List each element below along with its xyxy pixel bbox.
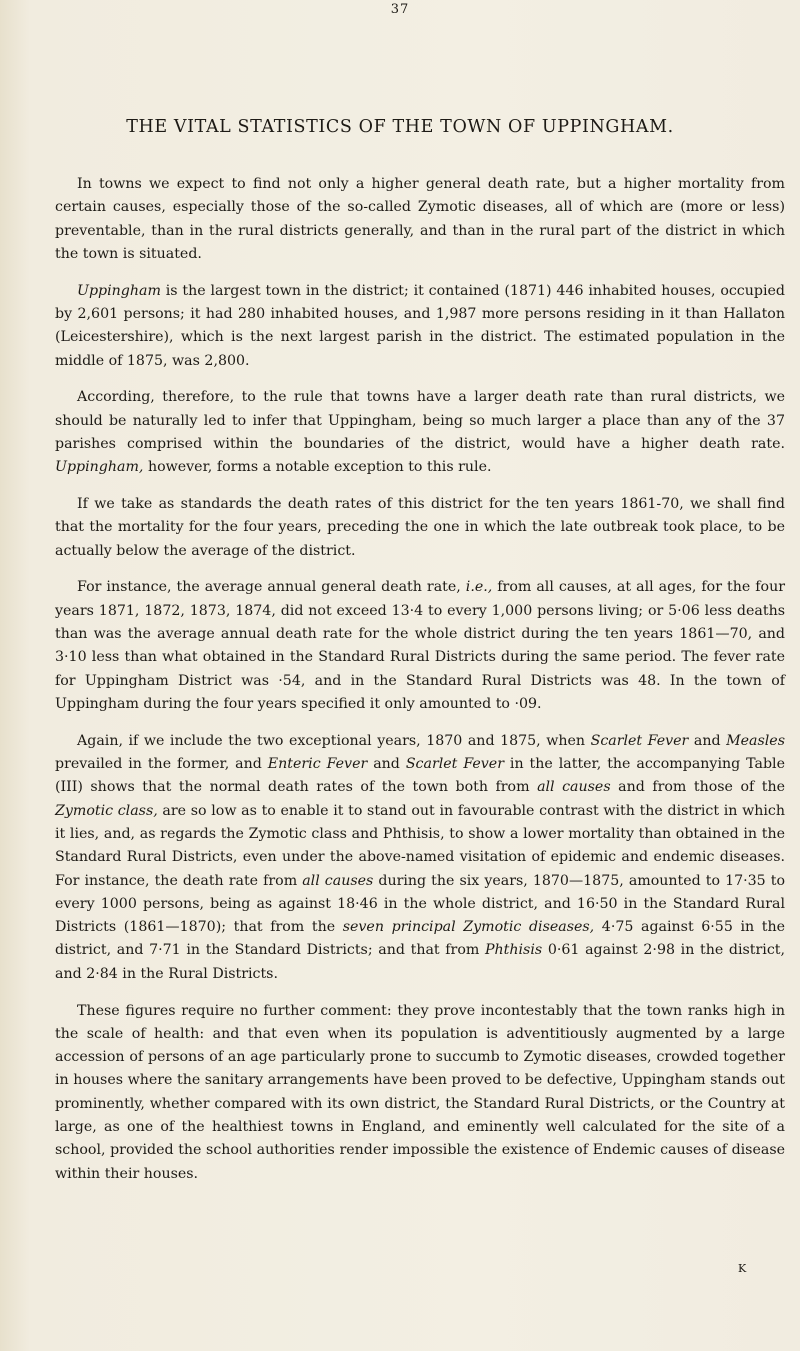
italic-run: Uppingham (77, 282, 161, 299)
italic-run: Phthisis (484, 942, 543, 959)
text-run: however, forms a notable exception to this rule. (143, 459, 492, 476)
text-run: For instance, the average annual general death rate, (77, 579, 466, 596)
text-run: in the latter, the accompanying Table (III) shows that the normal death rates of the town both from (55, 756, 785, 796)
paragraph-5 (55, 576, 785, 716)
text-run: and (688, 732, 727, 749)
text-run: 0·61 against 2·98 in the district, and 2·84 in the Rural Districts. (55, 942, 785, 982)
italic-run: all causes (302, 872, 374, 889)
text-run: and from those of the (610, 779, 786, 796)
text-run: and (367, 756, 406, 773)
italic-run: Zymotic class, (55, 802, 158, 819)
italic-run: Uppingham, (55, 459, 144, 476)
italic-run: Measles (726, 732, 785, 749)
text-run: Again, if we include the two exceptional years, 1870 and 1875, when (77, 732, 591, 749)
text-run: In towns we expect to find not only a higher general death rate, but a higher mortality from certain causes, especially those of the so-called Zymotic diseases, all of which are (more or less) preventable, than in the rural districts generally, and than in the rural part of the district in which the town is situated. (55, 176, 785, 262)
page-title: THE VITAL STATISTICS OF THE TOWN OF UPPINGHAM. (126, 117, 674, 137)
paragraph-2 (55, 280, 785, 373)
italic-run: all causes (537, 779, 611, 796)
paragraph-6 (55, 730, 785, 986)
paragraph-1 (55, 173, 785, 266)
paragraph-4 (55, 493, 785, 563)
body-text (55, 173, 785, 1199)
text-run: during the six years, 1870—1875, amounted to 17·35 to every 1000 persons, being as against 18·46 in the whole district, and 16·50 in the Standard Rural Districts (1861—1870); that from the (55, 872, 785, 936)
text-run: from all causes, at all ages, for the four years 1871, 1872, 1873, 1874, did not exceed 13·4 to every 1,000 persons living; or 5·06 less deaths than was the average annual death rate for the whole district during the ten years 1861—70, and 3·10 less than what obtained in the Standard Rural Districts during the same period. The fever rate for Uppingham District was ·54, and in the Standard Rural Districts was 48. In the town of Uppingham during the four years specified it only amounted to ·09. (55, 579, 785, 712)
text-run: is the largest town in the district; it contained (1871) 446 inhabited houses, occupied by 2,601 persons; it had 280 inhabited houses, and 1,987 more persons residing in it than Hallaton (Leicestershire), which is the next largest parish in the district. The estimated population in the middle of 1875, was 2,800. (55, 282, 785, 369)
italic-run: Scarlet Fever (590, 732, 689, 749)
text-run: These figures require no further comment: they prove incontestably that the town ranks high in the scale of health: and that even when its population is adventitiously augmented by a large accession of persons of an age particularly prone to succumb to Zymotic diseases, crowded together in houses where the sanitary arrangements have been proved to be defective, Uppingham stands out prominently, whether compared with its own district, the Standard Rural Districts, or the Country at large, as one of the healthiest towns in England, and eminently well calculated for the site of a school, provided the school authorities render impossible the existence of Endemic causes of disease within their houses. (55, 1002, 785, 1182)
text-run: are so low as to enable it to stand out in favourable contrast with the district in which it lies, and, as regards the Zymotic class and Phthisis, to show a lower mortality than obtained in the Standard Rural Districts, even under the above-named visitation of epidemic and endemic diseases. For instance, the death rate from (55, 802, 785, 889)
text-run: If we take as standards the death rates of this district for the ten years 1861-70, we shall find that the mortality for the four years, preceding the one in which the late outbreak took place, to be actually below the average of the district. (55, 496, 785, 559)
text-run: According, therefore, to the rule that towns have a larger death rate than rural districts, we should be naturally led to infer that Uppingham, being so much larger a place than any of the 37 parishes comprised within the boundaries of the district, would have a higher death rate. (55, 389, 785, 452)
text-run: 4·75 against 6·55 in the district, and 7·71 in the Standard Districts; and that from (55, 919, 786, 959)
italic-run: seven principal Zymotic diseases, (342, 919, 595, 936)
page-number: 37 (390, 2, 410, 17)
text-run: prevailed in the former, and (55, 756, 268, 773)
italic-run: i.e., (465, 579, 493, 596)
signature-mark: K (738, 1262, 747, 1275)
paragraph-7 (55, 1000, 785, 1186)
italic-run: Scarlet Fever (405, 756, 504, 773)
paragraph-3 (55, 386, 785, 479)
italic-run: Enteric Fever (267, 756, 368, 773)
